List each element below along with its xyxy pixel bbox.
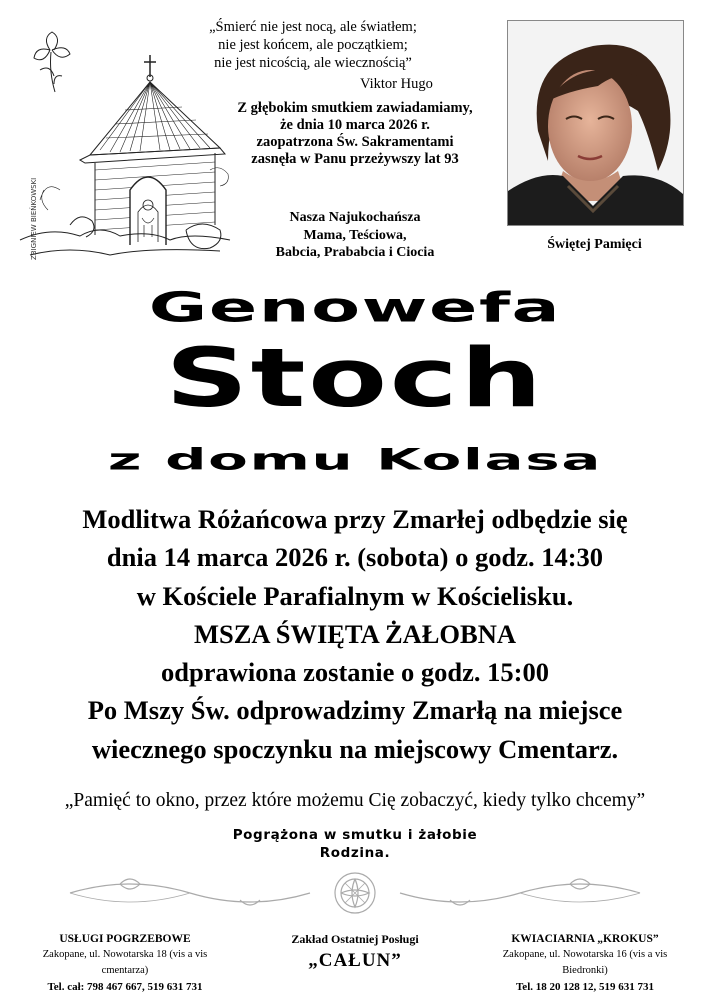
illustration-signature: ZBIGNIEW BIEŃKOWSKI	[30, 177, 38, 260]
family-relation	[255, 209, 455, 262]
family-line: Nasza Najukochańsza	[289, 210, 421, 225]
ornament-divider	[60, 870, 650, 916]
ceremony-line: w Kościele Parafialnym w Kościelisku.	[136, 580, 574, 611]
notice-line: że dnia 10 marca 2026 r.	[280, 117, 430, 133]
ceremony-line: MSZA ŚWIĘTA ŻAŁOBNA	[193, 618, 516, 649]
footer-florist	[480, 931, 690, 995]
footer-right-address: Zakopane, ul. Nowotarska 16 (vis a vis Biedronki)	[502, 949, 668, 976]
footer-middle-name: „CAŁUN”	[308, 950, 402, 971]
portrait-image	[508, 21, 683, 225]
footer-middle-title: Zakład Ostatniej Posługi	[291, 932, 419, 946]
quote-author: Viktor Hugo	[360, 76, 433, 92]
notice-line: zaopatrzona Św. Sakramentami	[256, 134, 454, 150]
portrait-photo	[507, 20, 684, 226]
ceremony-line: Po Mszy Św. odprowadzimy Zmarłą na miejsce	[87, 695, 623, 726]
death-notice	[205, 100, 505, 168]
family-line: Mama, Teściowa,	[303, 227, 407, 243]
footer-funeral-services	[20, 931, 230, 995]
ceremony-details	[0, 500, 710, 768]
ceremony-line: dnia 14 marca 2026 r. (sobota) o godz. 14:30	[106, 542, 604, 573]
quote-line: nie jest końcem, ale początkiem;	[218, 37, 408, 53]
first-name: Genowefa	[148, 282, 562, 332]
mourners-line: Pogrążona w smutku i żałobie	[232, 827, 478, 843]
footer-right-phone: Tel. 18 20 128 12, 519 631 731	[515, 981, 654, 993]
notice-line: Z głębokim smutkiem zawiadamiamy,	[237, 100, 473, 116]
footer-left-title: USŁUGI POGRZEBOWE	[59, 933, 191, 945]
mourners-line: Rodzina.	[319, 845, 391, 861]
maiden-name: z domu Kolasa	[107, 443, 603, 477]
ceremony-line: Modlitwa Różańcowa przy Zmarłej odbędzie się	[82, 504, 628, 534]
footer-right-title: KWIACIARNIA „KROKUS”	[511, 933, 659, 945]
quote-line: „Śmierć nie jest nocą, ale światłem;	[209, 19, 417, 35]
photo-caption: Świętej Pamięci	[547, 237, 642, 252]
closing-quote: „Pamięć to okno, przez które możemu Cię zobaczyć, kiedy tylko chcemy”	[64, 790, 646, 811]
quote-line: nie jest nicością, ale wiecznością”	[214, 55, 412, 71]
footer-left-address: Zakopane, ul. Nowotarska 18 (vis a vis cmentarza)	[42, 949, 208, 976]
mourners	[0, 826, 710, 862]
ceremony-line: odprawiona zostanie o godz. 15:00	[161, 657, 549, 688]
hugo-quote	[168, 18, 458, 72]
footer-left-phone: Tel. cał: 798 467 667, 519 631 731	[47, 981, 203, 993]
notice-line: zasnęła w Panu przeżywszy lat 93	[251, 151, 459, 167]
ceremony-line: wiecznego spoczynku na miejscowy Cmentarz.	[91, 733, 619, 764]
footer-funeral-home	[250, 931, 460, 969]
surname: Stoch	[165, 331, 545, 426]
family-line: Babcia, Prababcia i Ciocia	[275, 245, 435, 260]
